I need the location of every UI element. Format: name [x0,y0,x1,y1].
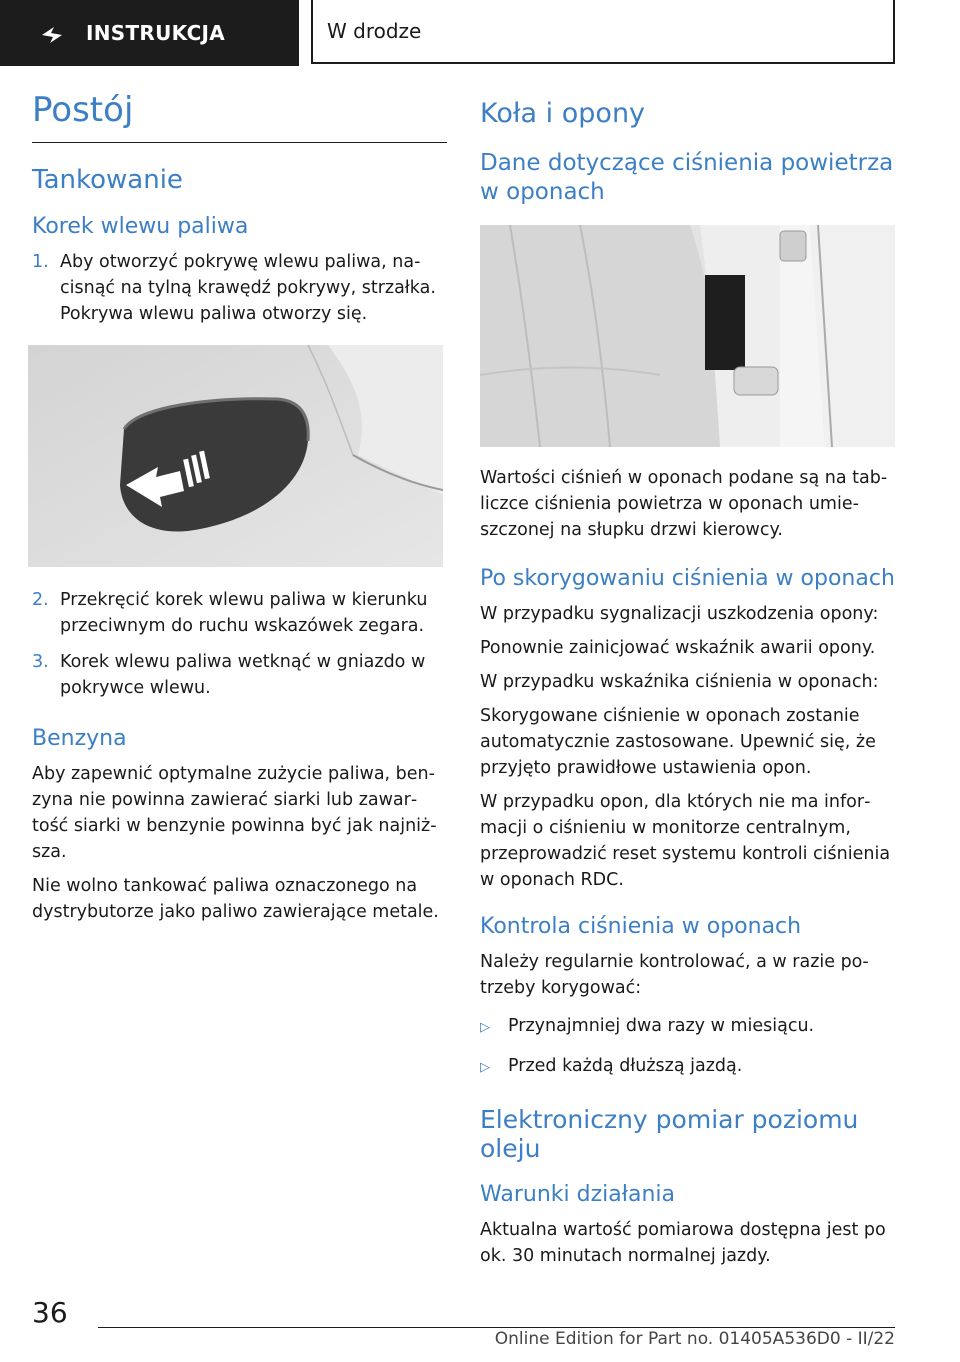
page-title: Postój [32,90,447,143]
after-correction-p4: Skorygowane ciśnienie w oponach zostanie automatycznie zastosowane. Upewnić się, że przyjęto prawidłowe ustawienia opon. [480,706,876,778]
manual-tab[interactable] [0,0,299,66]
heading-pressure-check: Kontrola ciśnienia w oponach [480,914,802,939]
pressure-check-paragraph: Należy regularnie kontrolować, a w razie potrzeby korygować: [480,952,869,998]
list-item [480,1053,895,1081]
door-pillar-drawing [480,225,895,447]
step-text: Aby otworzyć pokrywę wlewu paliwa, nacisnąć na tylną krawędź pokrywy, strzałka. Pokrywa wlewu paliwa otworzy się. [60,252,436,324]
step-1 [32,249,447,327]
heading-after-correction: Po skorygowaniu ciśnienia w oponach [480,566,895,591]
after-correction-p5: W przypadku opon, dla których nie ma informacji o ciśnieniu w monitorze centralnym, przeprowadzić reset systemu kontroli ciśnienia w oponach RDC. [480,792,891,890]
footer-edition: Online Edition for Part no. 01405A536D0 - II/22 [494,1329,895,1349]
step-text: Korek wlewu paliwa wetknąć w gniazdo w pokrywce wlewu. [60,652,426,698]
after-correction-p3: W przypadku wskaźnika ciśnienia w oponach: [480,672,879,692]
step-text: Przekręcić korek wlewu paliwa w kierunku przeciwnym do ruchu wskazówek zegara. [60,590,428,636]
fuel-flap-drawing [28,345,443,567]
after-correction-p2: Ponownie zainicjować wskaźnik awarii opony. [480,638,876,658]
step-number: 2. [32,590,49,610]
triangle-bullet-icon: ▷ [480,1060,490,1075]
left-column [32,90,447,933]
list-item-text: Przynajmniej dwa razy w miesiącu. [508,1016,815,1036]
oil-paragraph: Aktualna wartość pomiarowa dostępna jest po ok. 30 minutach normalnej jazdy. [480,1220,886,1266]
door-pillar-illustration [480,225,895,447]
fuel-flap-illustration [28,345,443,567]
manual-tab-label: INSTRUKCJA [86,21,226,45]
heading-petrol: Benzyna [32,726,127,751]
step-number: 3. [32,652,49,672]
step-2 [32,587,447,639]
footer-divider [98,1327,895,1328]
list-item [480,1013,895,1041]
petrol-paragraph-1: Aby zapewnić optymalne zużycie paliwa, benzyna nie powinna zawierać siarki lub zawartość siarki w benzynie powinna być jak najniższa. [32,764,437,862]
spark-icon [40,25,64,45]
right-column [480,98,895,1277]
petrol-paragraph-2: Nie wolno tankować paliwa oznaczonego na dystrybutorze jako paliwo zawierające metale. [32,876,439,922]
top-bar [0,0,960,66]
page-number: 36 [32,1296,68,1329]
step-number: 1. [32,252,49,272]
section-title-oil: Elektroniczny pomiar poziomu oleju [480,1105,859,1163]
section-tab[interactable] [311,0,895,64]
section-tab-label: W drodze [327,19,422,43]
section-title-refueling: Tankowanie [32,165,183,195]
list-item-text: Przed każdą dłuższą jazdą. [508,1056,743,1076]
heading-operating-conditions: Warunki działania [480,1182,675,1207]
heading-fuel-cap: Korek wlewu paliwa [32,214,249,239]
heading-pressure-data: Dane dotyczące ciśnienia powietrza w oponach [480,150,894,205]
triangle-bullet-icon: ▷ [480,1020,490,1035]
step-3 [32,649,447,701]
after-correction-p1: W przypadku sygnalizacji uszkodzenia opony: [480,604,879,624]
pressure-data-paragraph: Wartości ciśnień w oponach podane są na tabliczce ciśnienia powietrza w oponach umieszczonej na słupku drzwi kierowcy. [480,468,888,540]
section-title-wheels: Koła i opony [480,98,646,129]
